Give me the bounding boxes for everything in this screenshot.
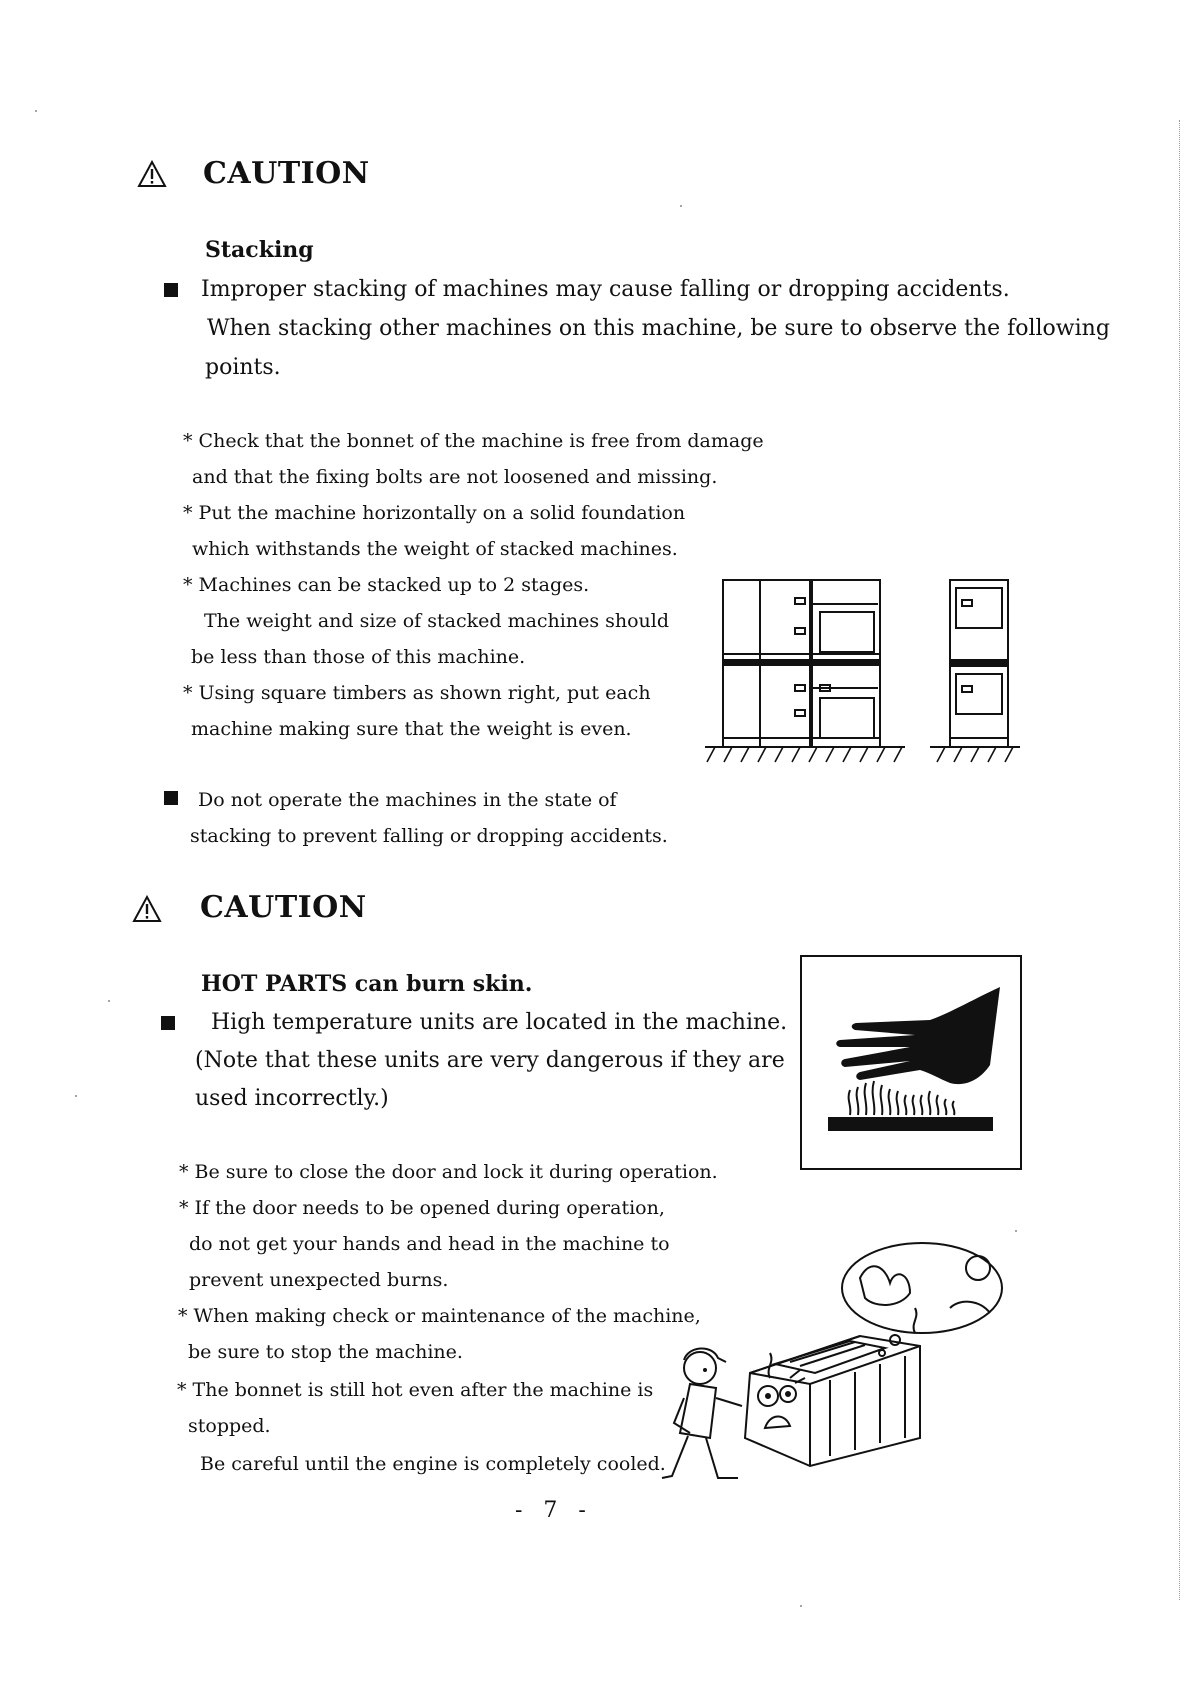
intro-line: (Note that these units are very dangerous if they are <box>195 1048 785 1073</box>
note-line: Do not operate the machines in the state of <box>198 789 617 811</box>
bullet-square <box>161 1016 175 1030</box>
intro-line: Improper stacking of machines may cause falling or dropping accidents. <box>201 277 1010 302</box>
bullet-line: machine making sure that the weight is even. <box>191 718 632 740</box>
note-line: stacking to prevent falling or dropping accidents. <box>190 825 668 847</box>
intro-line: When stacking other machines on this machine, be sure to observe the following <box>207 316 1110 341</box>
section-subheading: HOT PARTS can burn skin. <box>201 971 533 997</box>
bullet-line: stopped. <box>188 1415 271 1437</box>
bullet-square <box>164 791 178 805</box>
scan-speck <box>75 1095 77 1097</box>
scan-speck <box>108 1000 110 1002</box>
bullet-line: * Using square timbers as shown right, put each <box>183 682 651 704</box>
bullet-line: * Check that the bonnet of the machine is free from damage <box>183 430 764 452</box>
bullet-line: The weight and size of stacked machines should <box>204 610 670 632</box>
bullet-line: do not get your hands and head in the machine to <box>189 1233 670 1255</box>
hot-machine-cartoon <box>660 1238 1020 1500</box>
bullet-line: * The bonnet is still hot even after the machine is <box>177 1379 654 1401</box>
intro-line: High temperature units are located in the machine. <box>211 1010 788 1035</box>
page-number: - 7 - <box>515 1498 586 1523</box>
bullet-line: Be careful until the engine is completely cooled. <box>200 1453 666 1475</box>
scan-speck <box>680 205 682 207</box>
scan-speck <box>1015 1230 1017 1232</box>
warning-triangle-icon <box>132 895 162 923</box>
bullet-line: and that the fixing bolts are not loosened and missing. <box>192 466 718 488</box>
bullet-line: be sure to stop the machine. <box>188 1341 463 1363</box>
bullet-line: prevent unexpected burns. <box>189 1269 449 1291</box>
bullet-line: * Machines can be stacked up to 2 stages. <box>183 574 590 596</box>
bullet-line: which withstands the weight of stacked machines. <box>192 538 678 560</box>
stacked-machines-diagram <box>700 570 1040 770</box>
bullet-square <box>164 283 178 297</box>
scan-speck <box>800 1605 802 1607</box>
bullet-line: * If the door needs to be opened during operation, <box>179 1197 665 1219</box>
intro-line: points. <box>205 355 281 380</box>
hot-surface-hand-icon <box>800 955 1022 1170</box>
scan-speck <box>35 110 37 112</box>
bullet-line: * Be sure to close the door and lock it during operation. <box>179 1161 718 1183</box>
caution-heading: CAUTION <box>200 890 367 925</box>
bullet-line: * Put the machine horizontally on a solid foundation <box>183 502 686 524</box>
bullet-line: be less than those of this machine. <box>191 646 526 668</box>
section-subheading: Stacking <box>205 237 314 263</box>
warning-triangle-icon <box>137 160 167 188</box>
scan-edge-line <box>1179 120 1180 1600</box>
intro-line: used incorrectly.) <box>195 1086 389 1111</box>
bullet-line: * When making check or maintenance of the machine, <box>178 1305 701 1327</box>
caution-heading: CAUTION <box>203 156 370 191</box>
